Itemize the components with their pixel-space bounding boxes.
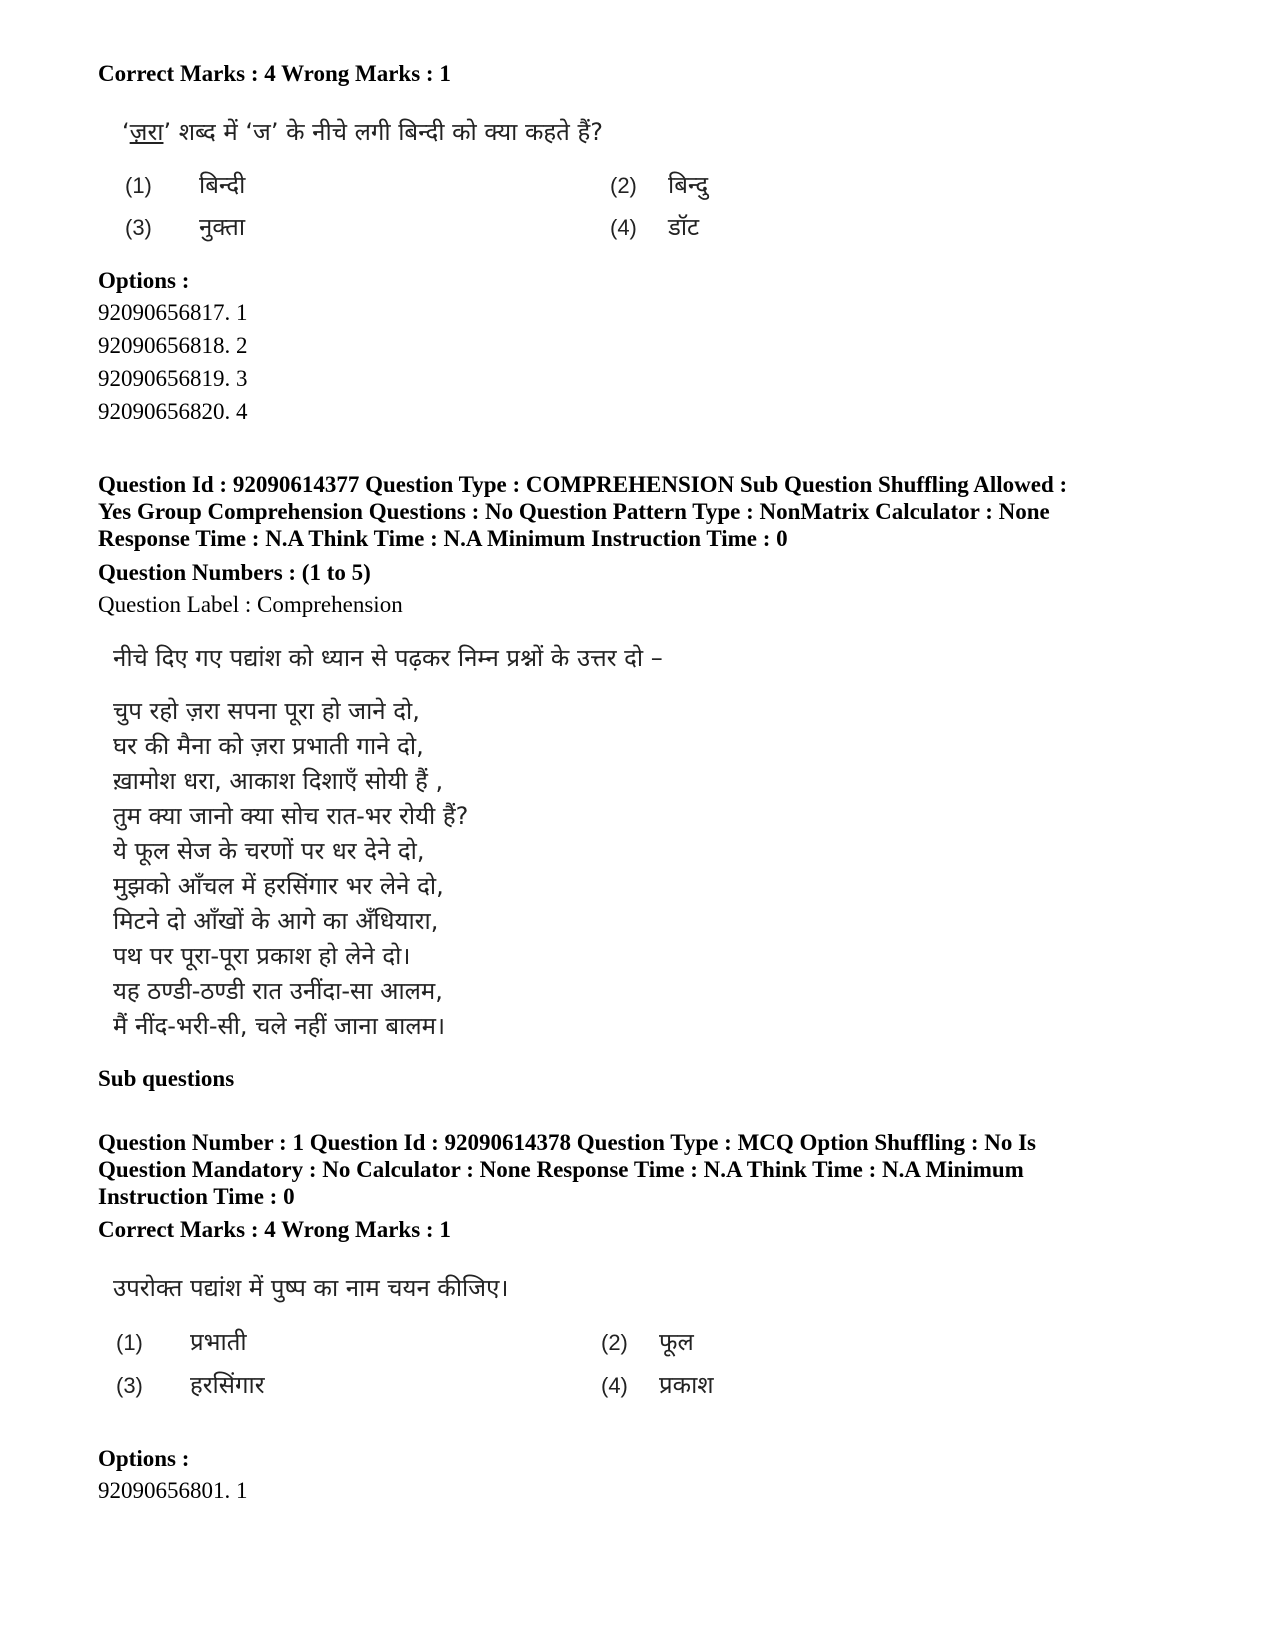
sub-q1-meta-line-3: Instruction Time : 0	[98, 1184, 295, 1209]
poem-line: मिटने दो आँखों के आगे का अँधियारा,	[113, 907, 439, 935]
choice-number: (4)	[601, 1373, 628, 1398]
q1-question-text	[122, 117, 603, 147]
sub-q1-options-label: Options :	[98, 1446, 190, 1471]
choice-number: (3)	[116, 1373, 143, 1398]
sub-q1-meta-line-2: Question Mandatory : No Calculator : None Response Time : N.A Think Time : N.A Minimum	[98, 1157, 1024, 1182]
choice-text: हरसिंगार	[190, 1371, 265, 1399]
choice-text: बिन्दी	[199, 171, 246, 199]
sub-q1-meta-line-1: Question Number : 1 Question Id : 92090614378 Question Type : MCQ Option Shuffling : No Is	[98, 1130, 1037, 1155]
comprehension-meta-line-3: Response Time : N.A Think Time : N.A Minimum Instruction Time : 0	[98, 526, 788, 551]
q1-question-rest: ’ शब्द में ‘ज’ के नीचे लगी बिन्दी को क्या कहते हैं?	[163, 118, 603, 146]
poem-line: घर की मैना को ज़रा प्रभाती गाने दो,	[113, 732, 424, 760]
choice-text: बिन्दु	[668, 171, 709, 199]
poem-line: चुप रहो ज़रा सपना पूरा हो जाने दो,	[113, 697, 420, 725]
q1-option-2: 92090656818. 2	[98, 333, 248, 358]
question-label: Question Label : Comprehension	[98, 592, 403, 617]
sub-q1-question-text: उपरोक्त पद्यांश में पुष्प का नाम चयन कीजिए।	[113, 1274, 509, 1302]
q1-choice-3	[125, 212, 245, 243]
sub-q1-choice-2	[601, 1327, 694, 1358]
poem-line: यह ठण्डी-ठण्डी रात उनींदा-सा आलम,	[113, 977, 443, 1005]
comprehension-meta-line-2: Yes Group Comprehension Questions : No Question Pattern Type : NonMatrix Calculator : None	[98, 499, 1050, 524]
sub-q1-marks: Correct Marks : 4 Wrong Marks : 1	[98, 1217, 451, 1242]
q1-choice-1	[125, 170, 245, 201]
choice-number: (3)	[125, 215, 152, 240]
poem-line: मैं नींद-भरी-सी, चले नहीं जाना बालम।	[113, 1012, 446, 1040]
choice-number: (2)	[601, 1330, 628, 1355]
q1-option-4: 92090656820. 4	[98, 399, 248, 424]
q1-choice-4	[610, 212, 699, 243]
q1-question-word: ज़रा	[129, 118, 164, 146]
sub-q1-choice-3	[116, 1370, 265, 1401]
q1-option-1: 92090656817. 1	[98, 300, 248, 325]
choice-number: (1)	[125, 173, 152, 198]
sub-questions-label: Sub questions	[98, 1066, 235, 1091]
choice-text: प्रभाती	[190, 1328, 247, 1356]
choice-text: नुक्ता	[199, 213, 246, 241]
q1-choice-2	[610, 170, 708, 201]
comprehension-meta-line-1: Question Id : 92090614377 Question Type : COMPREHENSION Sub Question Shuffling Allowed :	[98, 472, 1068, 497]
q1-options-label: Options :	[98, 268, 190, 293]
choice-text: फूल	[659, 1328, 694, 1356]
poem-line: पथ पर पूरा-पूरा प्रकाश हो लेने दो।	[113, 942, 411, 970]
question-numbers: Question Numbers : (1 to 5)	[98, 560, 371, 585]
choice-text: प्रकाश	[659, 1371, 714, 1399]
choice-text: डॉट	[668, 213, 700, 241]
q1-option-3: 92090656819. 3	[98, 366, 248, 391]
choice-number: (4)	[610, 215, 637, 240]
choice-number: (1)	[116, 1330, 143, 1355]
comprehension-instruction: नीचे दिए गए पद्यांश को ध्यान से पढ़कर निम्न प्रश्नों के उत्तर दो –	[113, 644, 663, 672]
poem-line: ख़ामोश धरा, आकाश दिशाएँ सोयी हैं ,	[113, 767, 444, 795]
sub-q1-option-1: 92090656801. 1	[98, 1478, 248, 1503]
q1-marks: Correct Marks : 4 Wrong Marks : 1	[98, 61, 451, 86]
poem-line: तुम क्या जानो क्या सोच रात-भर रोयी हैं?	[113, 802, 469, 830]
poem-line: मुझको आँचल में हरसिंगार भर लेने दो,	[113, 872, 444, 900]
choice-number: (2)	[610, 173, 637, 198]
sub-q1-choice-4	[601, 1370, 714, 1401]
q1-question-prefix: ‘	[122, 118, 130, 146]
sub-q1-choice-1	[116, 1327, 247, 1358]
poem-line: ये फूल सेज के चरणों पर धर देने दो,	[113, 837, 425, 865]
